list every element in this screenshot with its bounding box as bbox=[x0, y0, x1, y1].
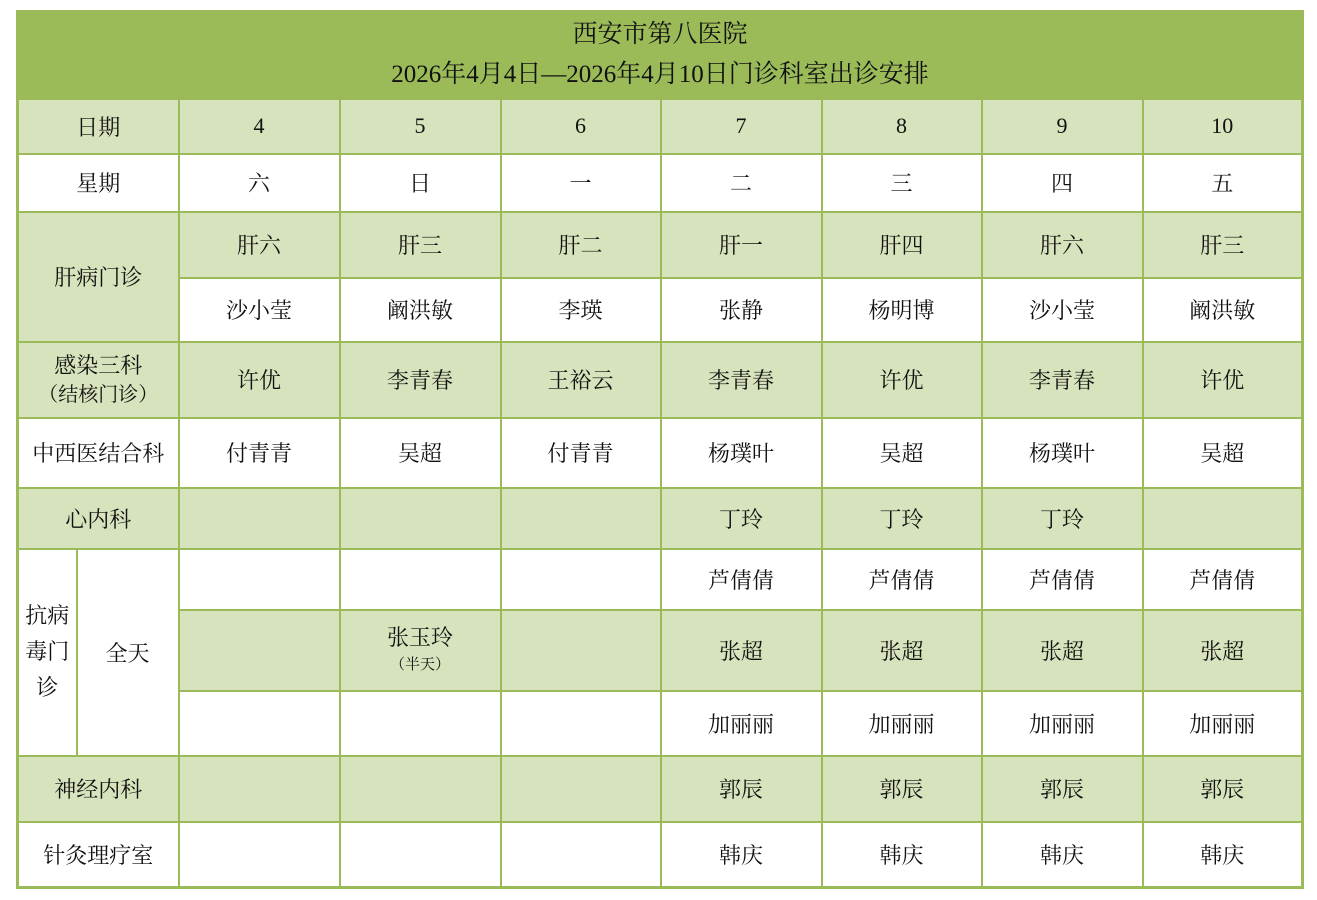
schedule-cell: 芦倩倩 bbox=[661, 549, 822, 610]
weekday-cell: 五 bbox=[1143, 154, 1303, 212]
schedule-cell bbox=[179, 756, 340, 822]
weekday-cell: 三 bbox=[822, 154, 982, 212]
schedule-cell: 阚洪敏 bbox=[340, 278, 501, 342]
weekday-cell: 一 bbox=[501, 154, 661, 212]
schedule-cell: 郭辰 bbox=[822, 756, 982, 822]
schedule-cell: 杨明博 bbox=[822, 278, 982, 342]
schedule-cell: 丁玲 bbox=[982, 488, 1143, 549]
antiviral-time-label: 全天 bbox=[77, 549, 179, 756]
schedule-cell: 肝一 bbox=[661, 212, 822, 278]
schedule-cell: 肝六 bbox=[179, 212, 340, 278]
outpatient-schedule-table bbox=[16, 10, 1304, 889]
schedule-cell bbox=[340, 756, 501, 822]
schedule-cell: 许优 bbox=[822, 342, 982, 418]
schedule-cell: 加丽丽 bbox=[1143, 691, 1303, 756]
title-row bbox=[18, 12, 1303, 99]
schedule-cell: 肝二 bbox=[501, 212, 661, 278]
schedule-cell: 芦倩倩 bbox=[822, 549, 982, 610]
cardiology-row bbox=[18, 488, 1303, 549]
schedule-cell: 加丽丽 bbox=[822, 691, 982, 756]
dept-infection-line2: （结核门诊） bbox=[38, 383, 159, 406]
schedule-cell: 加丽丽 bbox=[661, 691, 822, 756]
schedule-cell: 韩庆 bbox=[822, 822, 982, 888]
dept-liver-label: 肝病门诊 bbox=[18, 212, 179, 342]
schedule-cell bbox=[340, 549, 501, 610]
schedule-cell: 韩庆 bbox=[661, 822, 822, 888]
dept-acupuncture-label: 针灸理疗室 bbox=[18, 822, 179, 888]
schedule-cell bbox=[501, 488, 661, 549]
schedule-cell: 张超 bbox=[1143, 610, 1303, 691]
dept-infection-line1: 感染三科 bbox=[54, 352, 143, 378]
infection-row bbox=[18, 342, 1303, 418]
schedule-cell: 沙小莹 bbox=[982, 278, 1143, 342]
schedule-cell: 郭辰 bbox=[982, 756, 1143, 822]
schedule-cell: 芦倩倩 bbox=[1143, 549, 1303, 610]
date-cell: 6 bbox=[501, 99, 661, 154]
schedule-cell: 张超 bbox=[822, 610, 982, 691]
weekday-row bbox=[18, 154, 1303, 212]
schedule-cell bbox=[340, 610, 501, 691]
liver-doctor-row bbox=[18, 278, 1303, 342]
weekday-cell: 四 bbox=[982, 154, 1143, 212]
dept-neurology-label: 神经内科 bbox=[18, 756, 179, 822]
schedule-cell: 王裕云 bbox=[501, 342, 661, 418]
schedule-cell bbox=[179, 691, 340, 756]
schedule-cell bbox=[501, 610, 661, 691]
schedule-cell: 许优 bbox=[1143, 342, 1303, 418]
schedule-cell: 杨璞叶 bbox=[661, 418, 822, 488]
weekday-cell: 二 bbox=[661, 154, 822, 212]
acupuncture-row bbox=[18, 822, 1303, 888]
weekday-cell: 六 bbox=[179, 154, 340, 212]
schedule-cell: 丁玲 bbox=[822, 488, 982, 549]
schedule-cell: 张超 bbox=[661, 610, 822, 691]
schedule-cell: 郭辰 bbox=[1143, 756, 1303, 822]
schedule-cell: 韩庆 bbox=[1143, 822, 1303, 888]
schedule-cell: 李青春 bbox=[661, 342, 822, 418]
weekday-row-label: 星期 bbox=[18, 154, 179, 212]
dept-antiviral-label: 抗病毒门诊 bbox=[18, 549, 77, 756]
schedule-cell: 张超 bbox=[982, 610, 1143, 691]
schedule-date-range: 2026年4月4日—2026年4月10日门诊科室出诊安排 bbox=[391, 61, 929, 89]
antiviral-row-1 bbox=[18, 549, 1303, 610]
schedule-cell: 张静 bbox=[661, 278, 822, 342]
schedule-cell: 许优 bbox=[179, 342, 340, 418]
schedule-cell: 李瑛 bbox=[501, 278, 661, 342]
doctor-name: 张玉玲 bbox=[386, 625, 453, 650]
schedule-cell bbox=[179, 610, 340, 691]
schedule-cell bbox=[501, 756, 661, 822]
date-cell: 9 bbox=[982, 99, 1143, 154]
schedule-cell: 杨璞叶 bbox=[982, 418, 1143, 488]
schedule-cell: 李青春 bbox=[982, 342, 1143, 418]
date-cell: 7 bbox=[661, 99, 822, 154]
schedule-cell: 吴超 bbox=[1143, 418, 1303, 488]
date-cell: 4 bbox=[179, 99, 340, 154]
schedule-cell: 肝三 bbox=[340, 212, 501, 278]
schedule-cell: 沙小莹 bbox=[179, 278, 340, 342]
dept-cardiology-label: 心内科 bbox=[18, 488, 179, 549]
antiviral-row-3 bbox=[18, 691, 1303, 756]
schedule-cell bbox=[501, 549, 661, 610]
weekday-cell: 日 bbox=[340, 154, 501, 212]
date-cell: 8 bbox=[822, 99, 982, 154]
schedule-cell: 付青青 bbox=[501, 418, 661, 488]
half-day-note: （半天） bbox=[389, 657, 450, 673]
schedule-cell bbox=[340, 691, 501, 756]
schedule-cell: 付青青 bbox=[179, 418, 340, 488]
schedule-cell bbox=[340, 822, 501, 888]
date-cell: 5 bbox=[340, 99, 501, 154]
dept-infection-label bbox=[18, 342, 179, 418]
schedule-cell: 加丽丽 bbox=[982, 691, 1143, 756]
schedule-cell: 肝四 bbox=[822, 212, 982, 278]
schedule-cell bbox=[501, 822, 661, 888]
schedule-cell: 李青春 bbox=[340, 342, 501, 418]
tcm-row bbox=[18, 418, 1303, 488]
schedule-cell: 肝六 bbox=[982, 212, 1143, 278]
schedule-cell: 韩庆 bbox=[982, 822, 1143, 888]
schedule-cell: 肝三 bbox=[1143, 212, 1303, 278]
schedule-cell: 芦倩倩 bbox=[982, 549, 1143, 610]
schedule-cell: 阚洪敏 bbox=[1143, 278, 1303, 342]
schedule-cell bbox=[179, 822, 340, 888]
schedule-cell bbox=[179, 488, 340, 549]
date-cell: 10 bbox=[1143, 99, 1303, 154]
schedule-cell bbox=[501, 691, 661, 756]
neurology-row bbox=[18, 756, 1303, 822]
liver-clinic-row bbox=[18, 212, 1303, 278]
hospital-name: 西安市第八医院 bbox=[572, 21, 748, 49]
dept-tcm-label: 中西医结合科 bbox=[18, 418, 179, 488]
table-title bbox=[18, 12, 1303, 99]
date-row bbox=[18, 99, 1303, 154]
schedule-cell bbox=[340, 488, 501, 549]
schedule-cell: 吴超 bbox=[340, 418, 501, 488]
antiviral-row-2 bbox=[18, 610, 1303, 691]
schedule-cell bbox=[1143, 488, 1303, 549]
schedule-cell: 吴超 bbox=[822, 418, 982, 488]
schedule-cell bbox=[179, 549, 340, 610]
schedule-cell: 丁玲 bbox=[661, 488, 822, 549]
date-row-label: 日期 bbox=[18, 99, 179, 154]
schedule-cell: 郭辰 bbox=[661, 756, 822, 822]
